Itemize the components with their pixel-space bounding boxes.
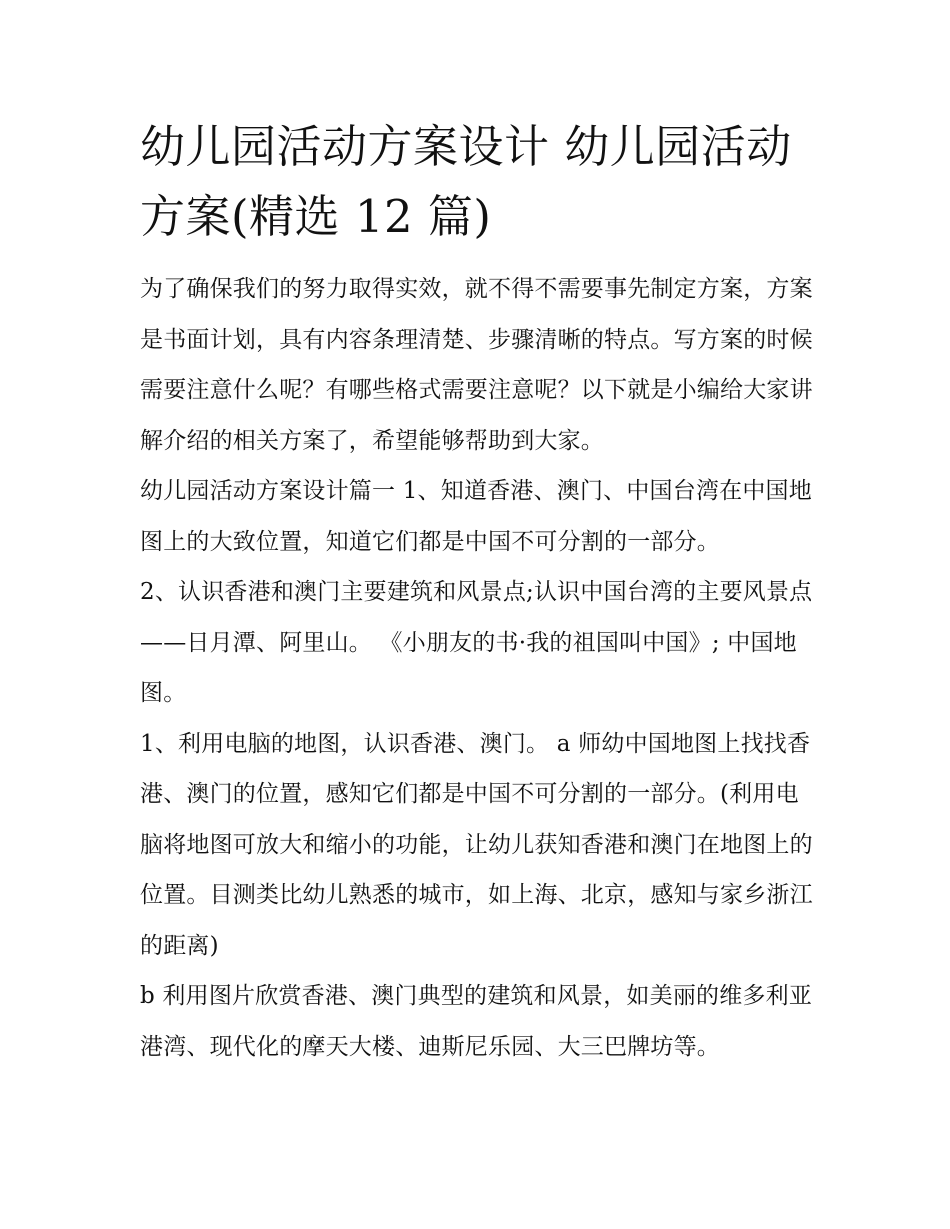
document-title: 幼儿园活动方案设计 幼儿园活动方案(精选 12 篇) bbox=[140, 120, 792, 243]
section-one-paragraph: 幼儿园活动方案设计篇一 1、知道香港、澳门、中国台湾在中国地图上的大致位置，知道它们都是中国不可分割的一部分。 bbox=[140, 478, 812, 555]
intro-paragraph: 为了确保我们的努力取得实效，就不得不需要事先制定方案，方案是书面计划，具有内容条理清楚、步骤清晰的特点。写方案的时候需要注意什么呢？有哪些格式需要注意呢？以下就是小编给大家讲解介绍的相关方案了，希望能够帮助到大家。 bbox=[140, 276, 813, 454]
step-one-paragraph: 1、利用电脑的地图，认识香港、澳门。 a 师幼中国地图上找找香港、澳门的位置，感知它们都是中国不可分割的一部分。(利用电脑将地图可放大和缩小的功能，让幼儿获知香港和澳门在地图上的位置。目测类比幼儿熟悉的城市，如上海、北京，感知与家乡浙江的距离) bbox=[140, 730, 813, 959]
document-body bbox=[140, 112, 820, 1072]
step-b-paragraph: b 利用图片欣赏香港、澳门典型的建筑和风景，如美丽的维多利亚港湾、现代化的摩天大楼、迪斯尼乐园、大三巴牌坊等。 bbox=[140, 983, 813, 1060]
goal-two-paragraph: 2、认识香港和澳门主要建筑和风景点;认识中国台湾的主要风景点——日月潭、阿里山。 《小朋友的书·我的祖国叫中国》; 中国地图。 bbox=[140, 579, 813, 706]
